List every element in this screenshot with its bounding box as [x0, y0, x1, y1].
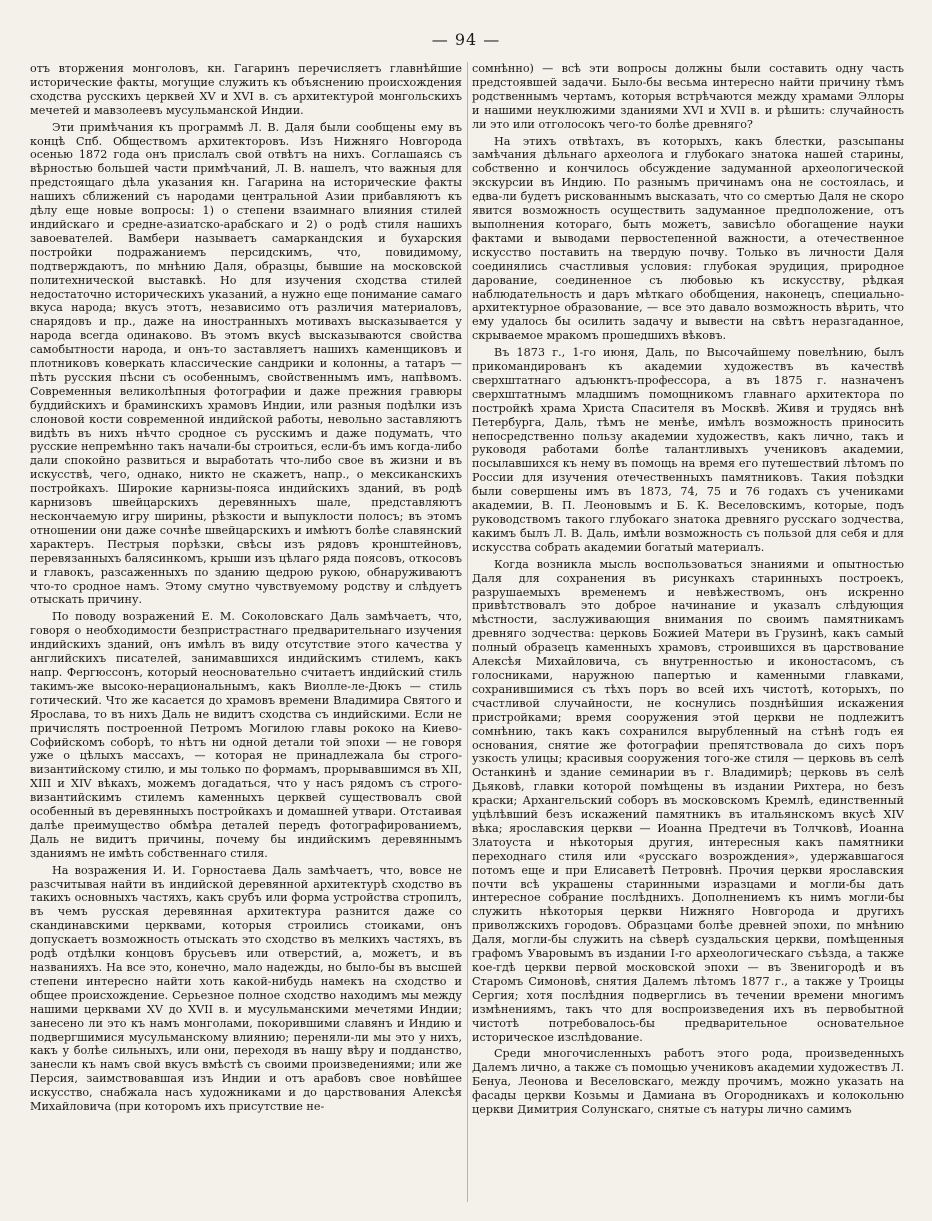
- paragraph: сомнѣнно) — всѣ эти вопросы должны были составить одну часть предстоявшей задачи. Было-бы весьма интересно найти причину тѣмъ родственнымъ чертамъ, которыя встрѣчаются между храмами Эллоры и нашими неуклюжими зданиями XVI и XVII в. и рѣшить: случайность ли это или отголосокъ чего-то болѣе древняго?: [472, 62, 904, 131]
- column-divider: [467, 62, 468, 1202]
- paragraph: На этихъ отвѣтахъ, въ которыхъ, какъ блестки, разсыпаны замѣчания дѣльнаго археолога и глубокаго знатока нашей старины, собственно и кончилось обсуждение задуманной археологической экскурсии въ Индию. По разнымъ причинамъ она не состоялась, и едва-ли будетъ рискованнымъ высказать, что со смертью Даля не скоро явится возможность осуществить задуманное предположение, отъ выполнения котораго, быть можетъ, зависѣло обогащение науки фактами и выводами первостепенной важности, а отечественное искусство поставить на твердую почву. Только въ личности Даля соединялись счастливыя условия: глубокая эрудиция, природное дарование, соединенное съ любовью къ искусству, рѣдкая наблюдательность и даръ мѣткаго обобщения, наконецъ, специально-архитектурное образование, — все это давало возможность вѣрить, что ему удалось бы осилить задачу и вывести на свѣтъ неразгаданное, скрываемое мракомъ прошедшихъ вѣковъ.: [472, 134, 904, 343]
- page-number: — 94 —: [431, 30, 501, 49]
- paragraph: отъ вторжения монголовъ, кн. Гагаринъ перечисляетъ главнѣйшие исторические факты, могущие служить къ объяснению происхождения сходства русскихъ церквей XV и XVI в. съ архитектурой монгольскихъ мечетей и мавзолеевъ мусульманской Индии.: [30, 62, 462, 117]
- paragraph: По поводу возражений Е. М. Соколовскаго Даль замѣчаетъ, что, говоря о необходимости безпристрастнаго предварительнаго изучения индийскихъ зданий, онъ имѣлъ въ виду отсутствие этого качества у английскихъ писателей, занимавшихся индийскимъ стилемъ, какъ напр. Фергюссонъ, который неосновательно считаетъ индийский стиль такимъ-же высоко-нерациональнымъ, какъ Виолле-ле-Дюкъ — стиль готический. Что же касается до храмовъ времени Владимира Святого и Ярослава, то въ нихъ Даль не видитъ сходства съ индийскими. Если не причислять построенной Петромъ Могилою главы рококо на Киево-Софийскомъ соборѣ, то нѣтъ ни одной детали той эпохи — не говоря уже о цѣлыхъ массахъ, — которая не принадлежала бы строго-византийскому стилю, и мы только по формамъ, прорывавшимся въ XII, XIII и XIV вѣкахъ, можемъ догадаться, что у насъ рядомъ съ строго-византийскимъ стилемъ каменныхъ церквей существовалъ свой особенный въ деревянныхъ постройкахъ и домашней утвари. Отстаивая далѣе преимущество обмѣра деталей передъ фотографированиемъ, Даль не видитъ причины, почему бы индийскимъ деревяннымъ зданиямъ не имѣть собственнаго стиля.: [30, 610, 462, 860]
- left-column: [30, 62, 462, 1202]
- paragraph: Среди многочисленныхъ работъ этого рода, произведенныхъ Далемъ лично, а также съ помощью учениковъ академии художествъ Л. Бенуа, Леонова и Веселовскаго, между прочимъ, можно указать на фасады церкви Козьмы и Дамиана въ Огородникахъ и колокольню церкви Димитрия Солунскаго, снятые съ натуры лично самимъ: [472, 1047, 904, 1117]
- right-column: [472, 62, 904, 1202]
- paragraph: На возражения И. И. Горностаева Даль замѣчаетъ, что, вовсе не разсчитывая найти въ индийской деревянной архитектурѣ сходство въ такихъ основныхъ частяхъ, какъ срубъ или форма устройства стропилъ, въ чемъ русская деревянная архитектура разнится даже со скандинавскими церквами, которыя строились стоиками, онъ допускаетъ возможность отыскать это сходство въ мелкихъ частяхъ, въ родѣ отдѣлки концовъ брусьевъ или отверстий, а, можетъ, и въ названияхъ. На все это, конечно, мало надежды, но было-бы въ высшей степени интересно найти хоть какой-нибудь намекъ на сходство и общее происхождение. Серьезное полное сходство находимъ мы между нашими церквами XV до XVII в. и мусульманскими мечетями Индии; занесено ли это къ намъ монголами, покорившими славянъ и Индию и подвергшимися мусульманскому влиянию; переняли-ли мы это у нихъ, какъ у болѣе сильныхъ, или они, переходя въ нашу вѣру и подданство, занесли къ намъ свой вкусъ вмѣстѣ съ своими произведениями; или же Персия, заимствовавшая изъ Индии и отъ арабовъ свое новѣйшее искусство, снабжала насъ художниками и до царствования Алексѣя Михайловича (при которомъ ихъ присутствие не-: [30, 863, 462, 1114]
- paragraph: Эти примѣчания къ программѣ Л. В. Даля были сообщены ему въ концѣ Спб. Обществомъ архитекторовъ. Изъ Нижняго Новгорода осенью 1872 года онъ прислалъ свой отвѣтъ на нихъ. Соглашаясь съ вѣрностью большей части примѣчаний, Л. В. нашелъ, что важныя для предстоящаго дѣла указания кн. Гагарина на исторические факты нашихъ сближений съ народами центральной Азии прибавляютъ къ дѣлу еще новые вопросы: 1) о степени взаимнаго влияния стилей индийскаго и средне-азиатско-арабскаго и 2) о родѣ стиля нашихъ завоевателей. Вамбери называетъ самаркандския и бухарския постройки подражаниемъ персидскимъ, что, повидимому, подтверждаютъ, по мнѣнию Даля, образцы, бывшие на московской политехнической выставкѣ. Но для изучения сходства стилей недостаточно историческихъ указаний, а нужно еще понимание самаго вкуса народа; вкусъ этотъ, независимо отъ различия материаловъ, снарядовъ и пр., даже на иностранныхъ мотивахъ высказывается у народа всегда одинаково. Въ этомъ вкусѣ высказываются свойства самобытности народа, и онъ-то заставляетъ нашихъ каменщиковъ и плотниковъ коверкать классические сандрики и колонны, а татаръ — пѣть русския пѣсни съ особеннымъ, свойственнымъ имъ, напѣвомъ. Современныя великолѣпныя фотографии и даже прежния гравюры буддийскихъ и браминскихъ храмовъ Индии, или разныя подѣлки изъ слоновой кости современной индийской работы, невольно заставляютъ видѣть въ нихъ нѣчто сродное съ русскимъ и даже подумать, что русские непремѣнно такъ начали-бы строиться, если-бъ имъ когда-либо дали спокойно развиться и выработать что-либо свое въ жизни и въ искусствѣ, чего, однако, никто не скажетъ, напр., о мексиканскихъ постройкахъ. Широкие карнизы-пояса индийскихъ зданий, въ родѣ карнизовъ швейцарскихъ деревянныхъ шале, представляютъ нескончаемую игру ширины, рѣзкости и выпуклости полосъ; въ этомъ отношении они даже сочнѣе швейцарскихъ и имѣютъ болѣе славянский характеръ. Пестрыя порѣзки, свѣсы изъ рядовъ кронштейновъ, перевязанныхъ балясинкомъ, крыши изъ цѣлаго ряда поясовъ, откосовъ и главокъ, разсаженныхъ по зданию щедрою рукою, обнаруживаютъ что-то сродное намъ. Этому смутно чувствуемому родству и слѣдуетъ отыскать причину.: [30, 120, 462, 607]
- text-columns: [30, 62, 904, 1202]
- paragraph: Въ 1873 г., 1-го июня, Даль, по Высочайшему повелѣнию, былъ прикомандированъ къ академии художествъ въ качествѣ сверхштатнаго адъюнктъ-профессора, а въ 1875 г. назначенъ сверхштатнымъ младшимъ помощникомъ главнаго архитектора по постройкѣ храма Христа Спасителя въ Москвѣ. Живя и трудясь внѣ Петербурга, Даль, тѣмъ не менѣе, имѣлъ возможность приносить непосредственно пользу академии художествъ, какъ лично, такъ и руководя работами болѣе талантливыхъ учениковъ академии, посылавшихся къ нему въ помощь на время его путешествий лѣтомъ по России для изучения отечественныхъ памятниковъ. Такия поѣздки были совершены имъ въ 1873, 74, 75 и 76 годахъ съ учениками академии, В. П. Леоновымъ и Б. К. Веселовскимъ, которые, подъ руководствомъ такого глубокаго знатока древняго русскаго зодчества, какимъ былъ Л. В. Даль, имѣли возможность съ пользой для себя и для искусства собрать академии богатый материалъ.: [472, 346, 904, 554]
- paragraph: Когда возникла мысль воспользоваться знаниями и опытностью Даля для сохранения въ рисункахъ старинныхъ построекъ, разрушаемыхъ временемъ и невѣжествомъ, онъ искренно привѣтствовалъ это доброе начинание и указалъ слѣдующия мѣстности, заслуживающия внимания по своимъ памятникамъ древняго зодчества: церковь Божией Матери въ Грузинѣ, какъ самый полный образецъ каменныхъ храмовъ, строившихся въ царствование Алексѣя Михайловича, съ внутренностью и иконостасомъ, съ голосниками, наружною папертью и каменными главками, сохранившимися съ тѣхъ поръ во всей ихъ чистотѣ, которыхъ, по счастливой случайности, не коснулись позднѣйшия искажения пристройками; время сооружения этой церкви не подлежитъ сомнѣнию, такъ какъ сохранился вырубленный на стѣнѣ годъ ея основания, снятие же фотографии препятствовала до сихъ поръ узкость улицы; красивыя сооружения того-же стиля — церковь въ селѣ Останкинѣ и здание семинарии въ г. Владимирѣ; церковь въ селѣ Дьяковѣ, главки которой помѣщены въ издании Рихтера, но безъ краски; Архангельский соборъ въ московскомъ Кремлѣ, единственный уцѣлѣвший безъ искажений памятникъ въ итальянскомъ вкусѣ XIV вѣка; ярославския церкви — Иоанна Предтечи въ Толчковѣ, Иоанна Златоуста и нѣкоторыя другия, интересныя какъ памятники переходнаго стиля или «русскаго возрождения», удержавшагося потомъ еще и при Елисаветѣ Петровнѣ. Прочия церкви ярославския почти всѣ украшены старинными изразцами и могли-бы дать интересное собрание послѣднихъ. Дополнениемъ къ нимъ могли-бы служить нѣкоторыя церкви Нижняго Новгорода и другихъ приволжскихъ городовъ. Образцами болѣе древней эпохи, по мнѣнию Даля, могли-бы служить на сѣверѣ суздальския церкви, помѣщенныя графомъ Уваровымъ въ издании I-го археологическаго съѣзда, а также кое-гдѣ церкви первой московской эпохи — въ Звенигородѣ и въ Старомъ Симоновѣ, снятия Далемъ лѣтомъ 1877 г., а также у Троицы Сергия; хотя послѣдния подверглись въ течении времени многимъ измѣнениямъ, такъ что для воспроизведения ихъ въ первобытной чистотѣ потребовалось-бы предварительное основательное историческое изслѣдование.: [472, 557, 904, 1044]
